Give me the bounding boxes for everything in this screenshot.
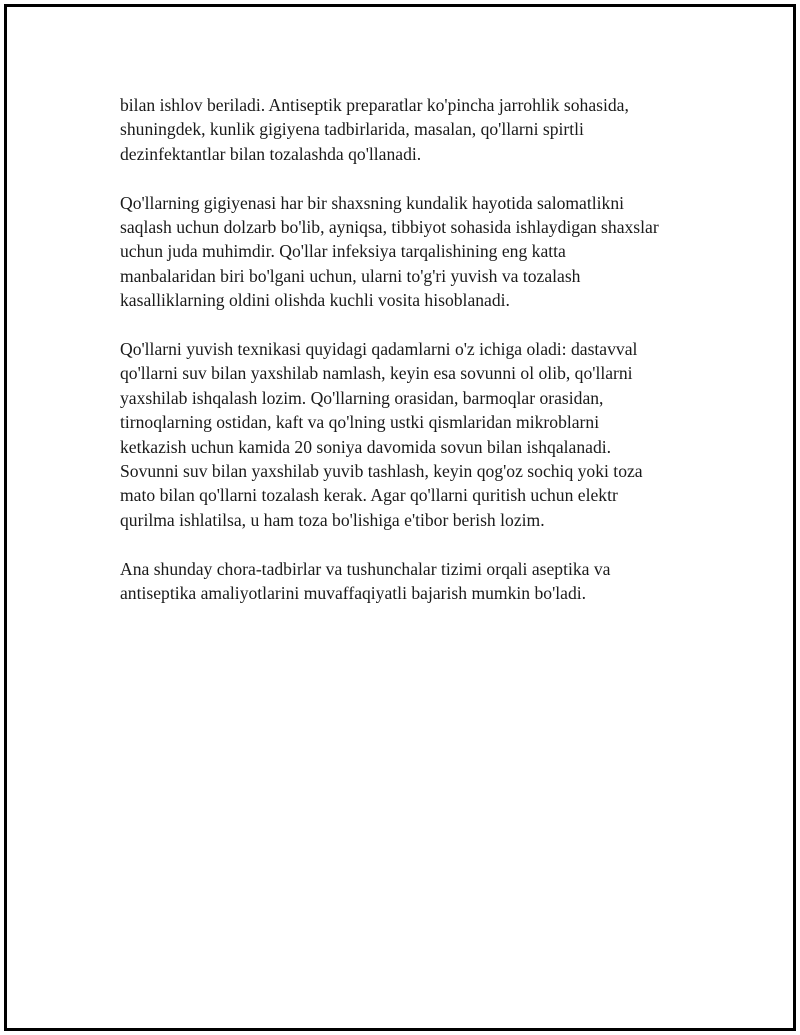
paragraph-2 [120,191,700,313]
document-body [120,93,700,630]
text-line: mato bilan qo'llarni tozalash kerak. Agar qo'llarni quritish uchun elektr [120,485,618,506]
text-line: shuningdek, kunlik gigiyena tadbirlarida, masalan, qo'llarni spirtli [120,119,584,140]
text-line: Qo'llarni yuvish texnikasi quyidagi qadamlarni o'z ichiga oladi: dastavval [120,339,638,360]
text-line: antiseptika amaliyotlarini muvaffaqiyatli bajarish mumkin bo'ladi. [120,583,587,604]
text-line: qurilma ishlatilsa, u ham toza bo'lishiga e'tibor berish lozim. [120,509,545,530]
text-line: saqlash uchun dolzarb bo'lib, ayniqsa, tibbiyot sohasida ishlaydigan shaxslar [120,217,659,238]
text-line: Sovunni suv bilan yaxshilab yuvib tashlash, keyin qog'oz sochiq yoki toza [120,461,643,482]
text-line: qo'llarni suv bilan yaxshilab namlash, keyin esa sovunni ol olib, qo'llarni [120,363,633,384]
text-line: Qo'llarning gigiyenasi har bir shaxsning kundalik hayotida salomatlikni [120,192,625,213]
text-line: uchun juda muhimdir. Qo'llar infeksiya tarqalishining eng katta [120,241,566,262]
paragraph-4 [120,557,700,606]
paragraph-3 [120,337,700,532]
paragraph-1 [120,93,700,166]
text-line: manbalaridan biri bo'lgani uchun, ularni to'g'ri yuvish va tozalash [120,265,581,286]
text-line: tirnoqlarning ostidan, kaft va qo'lning ustki qismlaridan mikroblarni [120,412,600,433]
text-line: ketkazish uchun kamida 20 soniya davomida sovun bilan ishqalanadi. [120,436,612,457]
text-line: yaxshilab ishqalash lozim. Qo'llarning orasidan, barmoqlar orasidan, [120,387,604,408]
page-frame [5,5,795,1030]
text-line: Ana shunday chora-tadbirlar va tushunchalar tizimi orqali aseptika va [120,558,611,579]
text-line: bilan ishlov beriladi. Antiseptik preparatlar ko'pincha jarrohlik sohasida, [120,95,629,115]
text-line: dezinfektantlar bilan tozalashda qo'llanadi. [120,143,422,164]
text-line: kasalliklarning oldini olishda kuchli vosita hisoblanadi. [120,290,510,311]
